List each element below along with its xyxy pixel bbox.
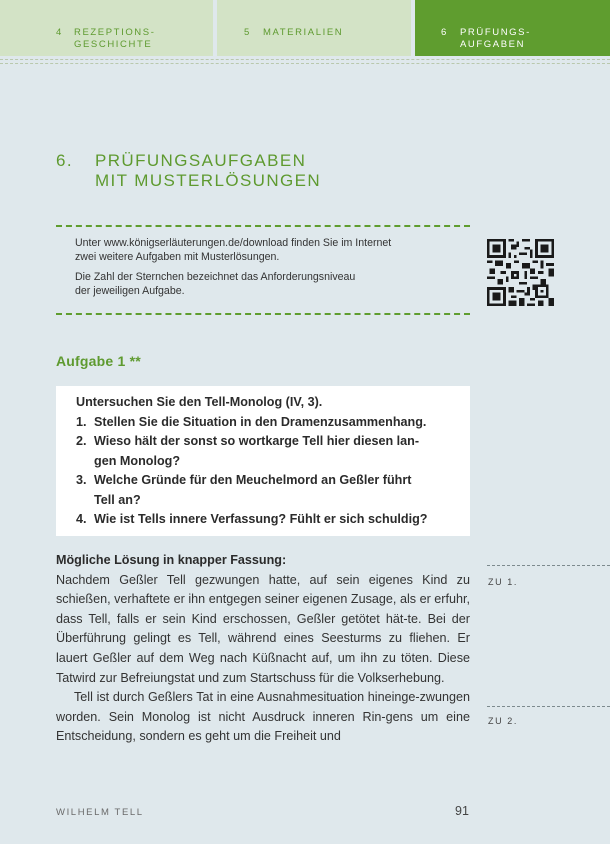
task-box (56, 386, 470, 536)
tab-number: 6 (441, 27, 448, 38)
question-text: Tell an? (94, 492, 141, 507)
tab-number: 5 (244, 27, 251, 38)
chapter-title (95, 151, 495, 191)
task-question (76, 471, 460, 510)
chapter-tabs (0, 0, 610, 58)
question-number: 2. (76, 434, 87, 448)
footer-book-title: WILHELM TELL (56, 807, 144, 818)
tab-pruefungsaufgaben[interactable] (415, 0, 610, 56)
tab-label-line: REZEPTIONS- (74, 27, 156, 38)
answer-heading: Mögliche Lösung in knapper Fassung: (56, 553, 287, 567)
info-paragraph (75, 270, 465, 298)
qr-code-icon[interactable] (487, 239, 554, 306)
question-number: 1. (76, 414, 87, 429)
chapter-title-line: MIT MUSTERLÖSUNGEN (95, 171, 322, 190)
tab-materialien[interactable] (217, 0, 411, 56)
margin-note-rule (487, 706, 610, 707)
question-text: Stellen Sie die Situation in den Dramenzusammenhang. (94, 414, 427, 429)
margin-note-zu2: ZU 2. (488, 716, 519, 726)
task-title: Aufgabe 1 ** (56, 353, 141, 369)
info-box-bottom-rule (56, 313, 470, 315)
question-text: Welche Gründe für den Meuchelmord an Geßler führt (94, 473, 412, 487)
tab-rezeptionsgeschichte[interactable] (0, 0, 213, 56)
tab-divider (0, 59, 610, 64)
tab-label-line: GESCHICHTE (74, 39, 153, 50)
task-question-list (76, 413, 460, 530)
chapter-number: 6. (56, 151, 73, 170)
tab-label-line: MATERIALIEN (263, 27, 344, 38)
info-line: zwei weitere Aufgaben mit Musterlösungen. (75, 251, 280, 263)
task-question (76, 432, 460, 471)
chapter-title-line: PRÜFUNGSAUFGABEN (95, 151, 307, 170)
question-number: 4. (76, 512, 87, 526)
answer-paragraph: Tell ist durch Geßlers Tat in eine Ausnahmesituation hineinge-zwungen worden. Sein Monolog ist nicht Ausdruck inneren Rin-gens um eine Entscheidung, sondern es geht um die Freiheit und (56, 690, 470, 744)
tab-label-line: AUFGABEN (460, 39, 526, 50)
answer-paragraph: Nachdem Geßler Tell gezwungen hatte, auf sein eigenes Kind zu schießen, verhaftete er ihn entgegen seiner eigenen Zusage, als er erfuhr, dass Tell, falls er sein Kind erschossen, Geßler getötet hät-te. Bei der Überführung gelingt es Tell, während eines Seesturms zu fliehen. Er lauert Geßler auf dem Weg nach Küßnacht auf, um ihn zu töten. Diese Tatwird zur Befreiungstat und zum Startschuss für die Volkserhebung. (56, 572, 470, 685)
info-line: der jeweiligen Aufgabe. (75, 285, 185, 297)
question-number: 3. (76, 473, 87, 487)
info-paragraph (75, 236, 465, 264)
question-text: Wieso hält der sonst so wortkarge Tell hier diesen lan- (94, 434, 420, 448)
task-question (76, 413, 460, 433)
tab-label (263, 27, 343, 39)
margin-note-rule (487, 565, 610, 566)
answer-section (56, 551, 470, 747)
tab-label (74, 27, 155, 51)
info-line: Die Zahl der Sternchen bezeichnet das Anforderungsniveau (75, 271, 356, 283)
task-question (76, 510, 460, 530)
tab-label-line: PRÜFUNGS- (460, 27, 531, 38)
info-box (75, 236, 465, 304)
tab-number: 4 (56, 27, 63, 38)
page-number: 91 (455, 804, 469, 818)
info-line: Unter www.königserläuterungen.de/download finden Sie im Internet (75, 237, 392, 249)
info-box-top-rule (56, 225, 470, 227)
margin-note-zu1: ZU 1. (488, 577, 519, 587)
question-text: gen Monolog? (94, 453, 181, 468)
question-text: Wie ist Tells innere Verfassung? Fühlt er sich schuldig? (94, 512, 428, 526)
tab-label (460, 27, 531, 51)
task-intro: Untersuchen Sie den Tell-Monolog (IV, 3). (76, 395, 323, 409)
